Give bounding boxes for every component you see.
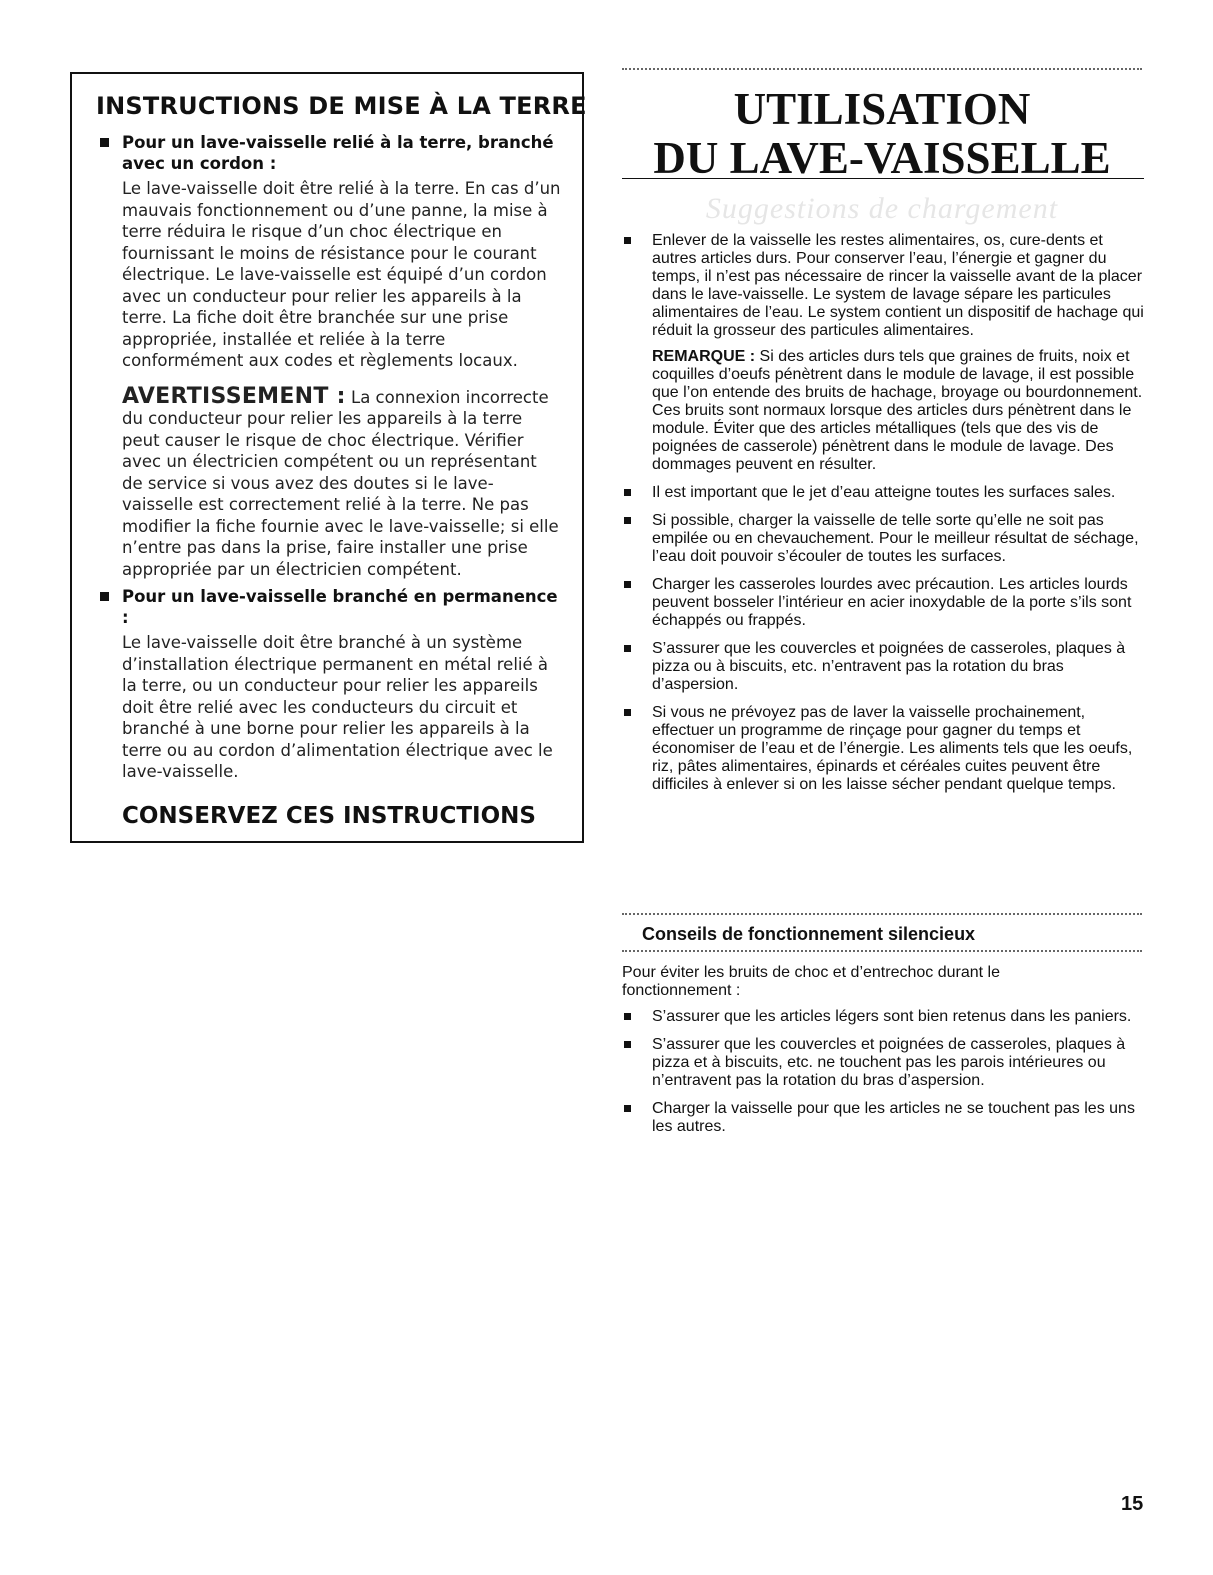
list-item-text: Si vous ne prévoyez pas de laver la vaisselle prochainement, effectuer un programme de rinçage pour gagner du temps et économiser de l’eau et de l’énergie. Les aliments tels que les oeufs, riz, pâtes alimentaires, épinards et céréales cuites peuvent être difficiles à enlever si on les laisse sécher pendant quelque temps. (652, 704, 1133, 793)
list-item (622, 1008, 1144, 1026)
list-item-text: Si possible, charger la vaisselle de telle sorte qu’elle ne soit pas empilée ou en chevauchement. Pour le meilleur résultat de séchage, l’eau doit pouvoir s’écouler de toutes les surfaces. (652, 512, 1139, 565)
list-item (622, 1036, 1144, 1090)
quiet-operation-heading: Conseils de fonctionnement silencieux (642, 924, 976, 944)
list-item (622, 512, 1144, 566)
square-bullet-icon (624, 517, 631, 524)
page-title (622, 85, 1142, 183)
list-item-text: Enlever de la vaisselle les restes alimentaires, os, cure-dents et autres articles durs. Pour conserver l’eau, l’énergie et gagner du temps, il n’est pas nécessaire de rincer la vaisselle avant de la placer dans le lave-vaisselle. Le system de lavage sépare les particules alimentaires de l’eau. Le system contient un dispositif de hachage qui réduit la grosseur des particules alimentaires. (652, 232, 1144, 339)
warning-paragraph (122, 383, 562, 581)
cord-connected-heading-text: Pour un lave-vaisselle relié à la terre, branché avec un cordon : (122, 133, 554, 173)
top-dotted-divider (622, 68, 1142, 70)
loading-suggestions-list (622, 232, 1144, 804)
page-title-line1: UTILISATION (733, 84, 1031, 134)
list-item-text: Il est important que le jet d’eau atteigne toutes les surfaces sales. (652, 484, 1116, 501)
page-number: 15 (1121, 1493, 1144, 1515)
page-title-line2: DU LAVE-VAISSELLE (653, 133, 1111, 183)
title-rule-divider (622, 178, 1144, 179)
permanent-connection-heading-text: Pour un lave-vaisselle branché en permanence : (122, 587, 558, 627)
loading-suggestions-heading: Suggestions de chargement (705, 192, 1059, 225)
warning-label: AVERTISSEMENT : (122, 383, 346, 409)
permanent-connection-heading (96, 586, 562, 628)
list-item (622, 576, 1144, 630)
grounding-instructions-box (70, 72, 587, 843)
list-item (622, 232, 1144, 474)
warning-text: La connexion incorrecte du conducteur pour relier les appareils à la terre peut causer le risque de choc électrique. Vérifier avec un électricien compétent ou un représentant de service si vous avez des doutes si le lave-vaisselle est correctement relié à la terre. Ne pas modifier la fiche fournie avec le lave-vaisselle; si elle n’entre pas dans la prise, faire installer une prise appropriée par un électricien compétent. (122, 387, 559, 579)
square-bullet-icon (624, 1105, 631, 1112)
square-bullet-icon (100, 592, 109, 601)
list-item (622, 1100, 1144, 1136)
square-bullet-icon (624, 581, 631, 588)
square-bullet-icon (624, 237, 631, 244)
quiet-top-dotted-divider (622, 913, 1142, 915)
square-bullet-icon (624, 1041, 631, 1048)
quiet-tips-list (622, 1008, 1144, 1146)
save-instructions-footer: CONSERVEZ CES INSTRUCTIONS (122, 802, 536, 829)
note-paragraph (652, 348, 1144, 474)
square-bullet-icon (624, 645, 631, 652)
list-item (622, 640, 1144, 694)
permanent-connection-text: Le lave-vaisselle doit être branché à un système d’installation électrique permanent en métal relié à la terre, ou un conducteur pour relier les appareils doit être relié avec les conducteurs du circuit et branché à une borne pour relier les appareils à la terre ou au cordon d’alimentation électrique avec le lave-vaisselle. (122, 633, 553, 781)
list-item-text: S’assurer que les articles légers sont bien retenus dans les paniers. (652, 1008, 1132, 1025)
cord-connected-text: Le lave-vaisselle doit être relié à la terre. En cas d’un mauvais fonctionnement ou d’une panne, la mise à terre réduira le risque d’un choc électrique en fournissant le moins de résistance pour le courant électrique. Le lave-vaisselle est équipé d’un cordon avec un conducteur pour relier les appareils à la terre. La fiche doit être branchée sur une prise appropriée, installée et reliée à la terre conformément aux codes et règlements locaux. (122, 179, 561, 370)
list-item-text: Charger les casseroles lourdes avec précaution. Les articles lourds peuvent bosseler l’intérieur en acier inoxydable de la porte s’ils sont échappés ou frappés. (652, 576, 1132, 629)
square-bullet-icon (100, 138, 109, 147)
square-bullet-icon (624, 489, 631, 496)
square-bullet-icon (624, 709, 631, 716)
quiet-bottom-dotted-divider (622, 950, 1142, 952)
quiet-intro-text: Pour éviter les bruits de choc et d’entrechoc durant le fonctionnement : (622, 964, 1000, 999)
list-item-text: Charger la vaisselle pour que les articles ne se touchent pas les uns les autres. (652, 1100, 1135, 1135)
square-bullet-icon (624, 1013, 631, 1020)
list-item-text: S’assurer que les couvercles et poignées de casseroles, plaques à pizza ou à biscuits, etc. n’entravent pas la rotation du bras d’aspersion. (652, 640, 1126, 693)
note-label: REMARQUE : (652, 348, 756, 365)
list-item-text: S’assurer que les couvercles et poignées de casseroles, plaques à pizza et à biscuits, etc. ne touchent pas les parois intérieures ou n’entravent pas la rotation du bras d’aspersion. (652, 1036, 1126, 1089)
list-item (622, 484, 1144, 502)
cord-connected-heading (96, 132, 562, 174)
note-text: Si des articles durs tels que graines de fruits, noix et coquilles d’oeufs pénètrent dans le module de lavage, il est possible que l’on entende des bruits de hachage, broyage ou bourdonnement. Ces bruits sont normaux lorsque des articles durs pénètrent dans le module. Éviter que des articles métalliques (tels que des vis de poignées de casserole) pénètrent dans le module de lavage. Des dommages peuvent en résulter. (652, 348, 1143, 473)
list-item (622, 704, 1144, 794)
grounding-title: INSTRUCTIONS DE MISE À LA TERRE (96, 92, 587, 120)
